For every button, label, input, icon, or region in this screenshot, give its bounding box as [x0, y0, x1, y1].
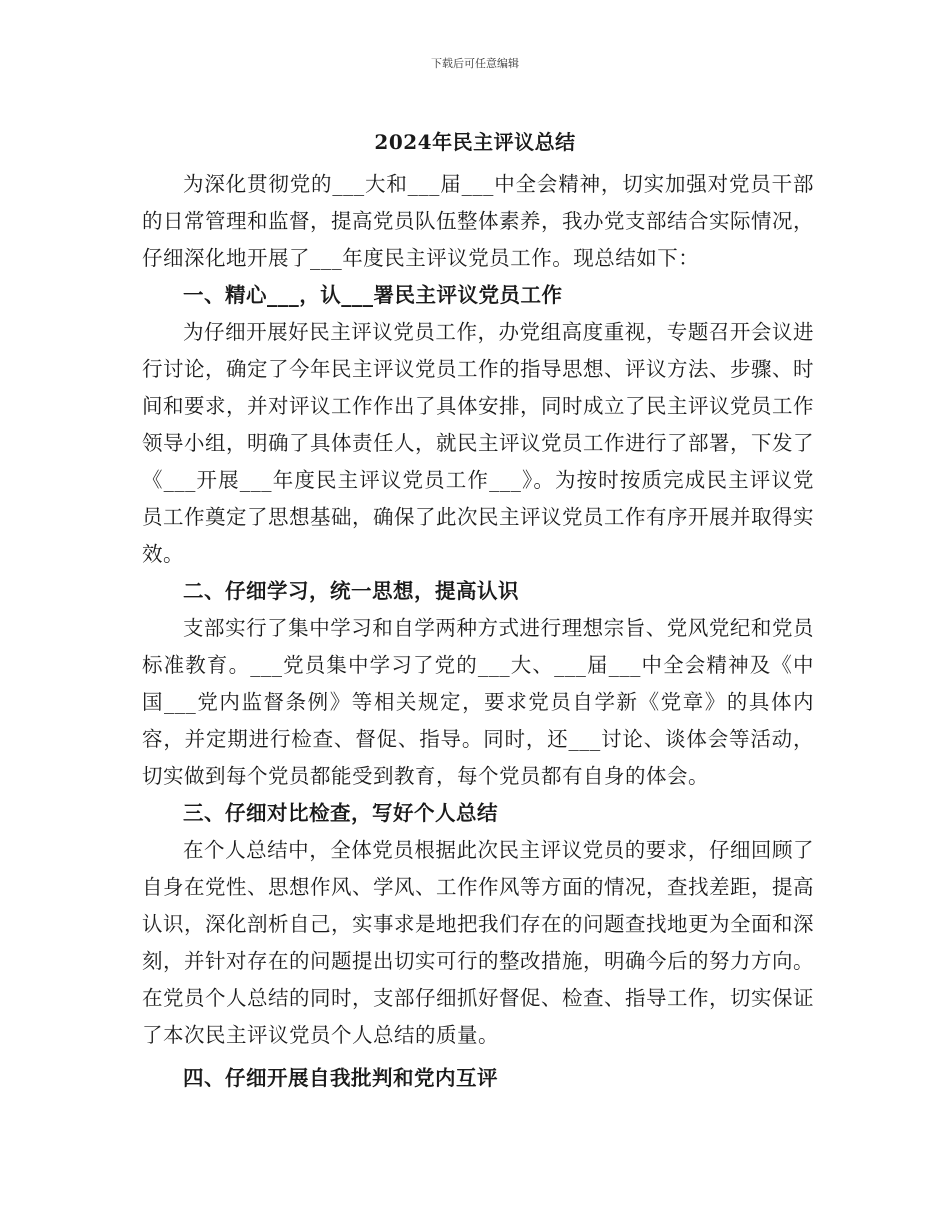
section-1-body: 为仔细开展好民主评议党员工作，办党组高度重视，专题召开会议进行讨论，确定了今年民主评议党员工作的指导思想、评议方法、步骤、时间和要求，并对评议工作作出了具体安排，同时成立了民主评议党员工作领导小组，明确了具体责任人，就民主评议党员工作进行了部署，下发了《___开展___年度民主评议党员工作___》。为按时按质完成民主评议党员工作奠定了思想基础，确保了此次民主评议党员工作有序开展并取得实效。 — [142, 320, 814, 566]
section-2-body: 支部实行了集中学习和自学两种方式进行理想宗旨、党风党纪和党员标准教育。___党员集中学习了党的___大、___届___中全会精神及《中国___党内监督条例》等相关规定，要求党员自学新《党章》的具体内容，并定期进行检查、督促、指导。同时，还___讨论、谈体会等活动，切实做到每个党员都能受到教育，每个党员都有自身的体会。 — [142, 616, 814, 788]
document-title: 2024年民主评议总结 — [374, 130, 576, 154]
section-2-heading: 二、仔细学习，统一思想，提高认识 — [183, 579, 519, 603]
section-3-heading: 三、仔细对比检查，写好个人总结 — [183, 801, 498, 825]
section-1-heading: 一、精心___，认___署民主评议党员工作 — [183, 283, 563, 307]
page-header-note: 下载后可任意编辑 — [431, 57, 519, 70]
section-4-heading: 四、仔细开展自我批判和党内互评 — [183, 1066, 498, 1090]
section-3-body: 在个人总结中，全体党员根据此次民主评议党员的要求，仔细回顾了自身在党性、思想作风、学风、工作作风等方面的情况，查找差距，提高认识，深化剖析自己，实事求是地把我们存在的问题查找地更为全面和深刻，并针对存在的问题提出切实可行的整改措施，明确今后的努力方向。在党员个人总结的同时，支部仔细抓好督促、检查、指导工作，切实保证了本次民主评议党员个人总结的质量。 — [142, 838, 814, 1047]
intro-paragraph: 为深化贯彻党的___大和___届___中全会精神，切实加强对党员干部的日常管理和监督，提高党员队伍整体素养，我办党支部结合实际情况，仔细深化地开展了___年度民主评议党员工作。现总结如下： — [142, 172, 814, 270]
document-body — [142, 166, 814, 1097]
